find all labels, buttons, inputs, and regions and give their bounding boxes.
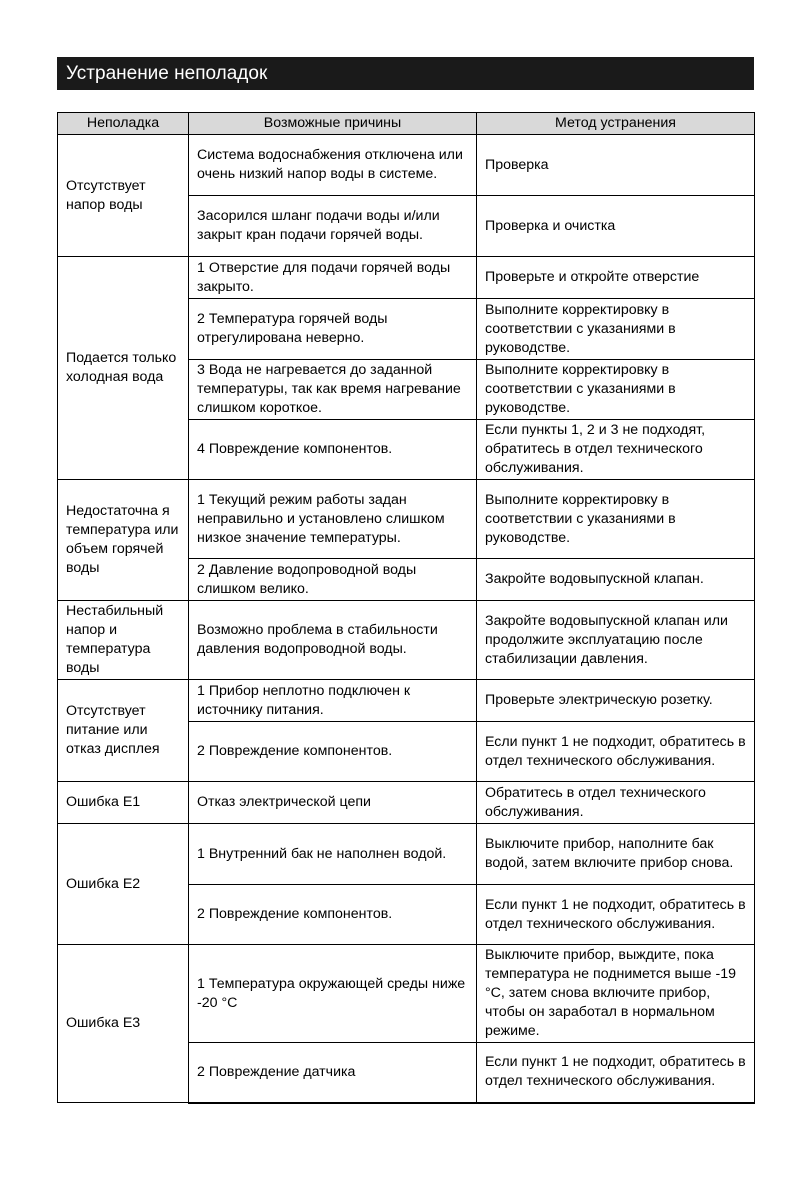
solution-cell: Выполните корректировку в соответствии с указаниями в руководстве.: [477, 480, 755, 559]
solution-cell: Закройте водовыпускной клапан или продолжите эксплуатацию после стабилизации давления.: [477, 601, 755, 680]
cause-cell: Отказ электрической цепи: [189, 782, 477, 824]
solution-cell: Проверка: [477, 135, 755, 196]
cause-cell: 1 Текущий режим работы задан неправильно и установлено слишком низкое значение температуры.: [189, 480, 477, 559]
cause-cell: 1 Прибор неплотно подключен к источнику питания.: [189, 680, 477, 722]
solution-cell: Выключите прибор, выждите, пока температура не поднимется выше -19 °C, затем снова включите прибор, чтобы он заработал в нормальном режиме.: [477, 945, 755, 1043]
problem-cell: Ошибка E1: [58, 782, 189, 824]
table-row: [58, 824, 755, 885]
header-solution: Метод устранения: [477, 113, 755, 135]
solution-cell: Если пункт 1 не подходит, обратитесь в отдел технического обслуживания.: [477, 722, 755, 782]
table-row: [58, 782, 755, 824]
cause-cell: 2 Повреждение датчика: [189, 1043, 477, 1103]
solution-cell: Если пункты 1, 2 и 3 не подходят, обратитесь в отдел технического обслуживания.: [477, 420, 755, 480]
table-row: [58, 945, 755, 1043]
cause-cell: Засорился шланг подачи воды и/или закрыт кран подачи горячей воды.: [189, 196, 477, 257]
problem-cell: Ошибка E3: [58, 945, 189, 1103]
cause-cell: 1 Внутренний бак не наполнен водой.: [189, 824, 477, 885]
cause-cell: 1 Температура окружающей среды ниже -20 °C: [189, 945, 477, 1043]
table-row: [58, 480, 755, 559]
solution-cell: Проверка и очистка: [477, 196, 755, 257]
cause-cell: Возможно проблема в стабильности давления водопроводной воды.: [189, 601, 477, 680]
problem-cell: Ошибка E2: [58, 824, 189, 945]
cause-cell: 3 Вода не нагревается до заданной температуры, так как время нагревание слишком короткое.: [189, 360, 477, 420]
table-header-row: [58, 113, 755, 135]
problem-cell: Подается только холодная вода: [58, 257, 189, 480]
troubleshooting-table: [57, 112, 755, 1104]
table-row: [58, 135, 755, 196]
header-causes: Возможные причины: [189, 113, 477, 135]
solution-cell: Проверьте электрическую розетку.: [477, 680, 755, 722]
solution-cell: Если пункт 1 не подходит, обратитесь в отдел технического обслуживания.: [477, 885, 755, 945]
solution-cell: Выполните корректировку в соответствии с указаниями в руководстве.: [477, 360, 755, 420]
cause-cell: 2 Повреждение компонентов.: [189, 885, 477, 945]
solution-cell: Проверьте и откройте отверстие: [477, 257, 755, 299]
cause-cell: 2 Давление водопроводной воды слишком велико.: [189, 559, 477, 601]
solution-cell: Закройте водовыпускной клапан.: [477, 559, 755, 601]
solution-cell: Выполните корректировку в соответствии с указаниями в руководстве.: [477, 299, 755, 360]
table-row: [58, 601, 755, 680]
cause-cell: Система водоснабжения отключена или очень низкий напор воды в системе.: [189, 135, 477, 196]
page-title: Устранение неполадок: [57, 57, 754, 90]
header-problem: Неполадка: [58, 113, 189, 135]
solution-cell: Обратитесь в отдел технического обслуживания.: [477, 782, 755, 824]
cause-cell: 2 Повреждение компонентов.: [189, 722, 477, 782]
solution-cell: Выключите прибор, наполните бак водой, затем включите прибор снова.: [477, 824, 755, 885]
cause-cell: 1 Отверстие для подачи горячей воды закрыто.: [189, 257, 477, 299]
solution-cell: Если пункт 1 не подходит, обратитесь в отдел технического обслуживания.: [477, 1043, 755, 1103]
problem-cell: Отсутствует напор воды: [58, 135, 189, 257]
table-row: [58, 680, 755, 722]
cause-cell: 2 Температура горячей воды отрегулирована неверно.: [189, 299, 477, 360]
table-row: [58, 257, 755, 299]
problem-cell: Нестабильный напор и температура воды: [58, 601, 189, 680]
cause-cell: 4 Повреждение компонентов.: [189, 420, 477, 480]
problem-cell: Недостаточна я температура или объем горячей воды: [58, 480, 189, 601]
problem-cell: Отсутствует питание или отказ дисплея: [58, 680, 189, 782]
